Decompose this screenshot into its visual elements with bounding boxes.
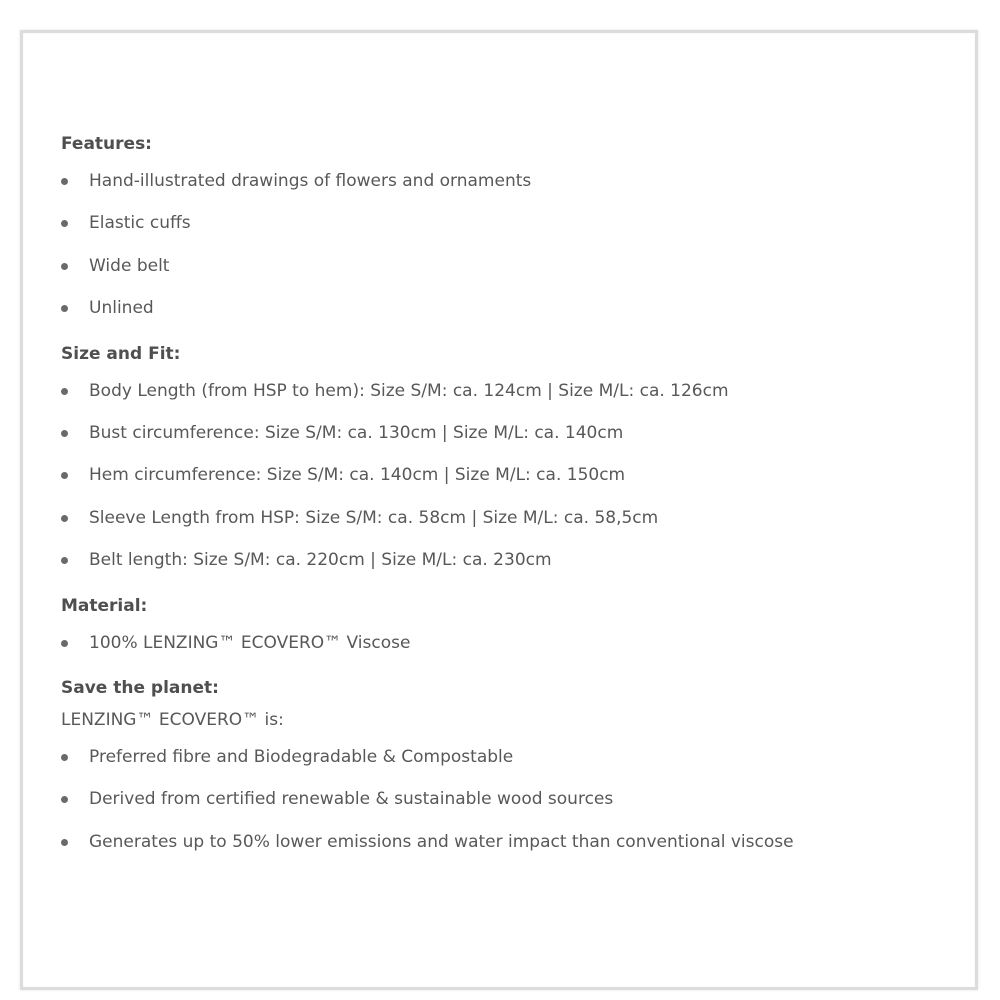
list-item-text: Hand-illustrated drawings of flowers and ornaments [89,171,532,191]
list-item-text: Preferred fibre and Biodegradable & Compostable [89,746,514,767]
size-and-fit-heading: Size and Fit: [61,343,181,364]
bullet-icon [61,430,68,437]
list-item [61,160,961,202]
list-item [61,736,961,778]
list-item-text: Body Length (from HSP to hem): Size S/M: ca. 124cm | Size M/L: ca. 126cm [89,380,729,401]
list-item [61,622,961,664]
bullet-icon [61,754,68,761]
bullet-icon [61,472,68,479]
list-item-text: Unlined [89,298,154,319]
bullet-icon [61,796,68,803]
size-and-fit-list [61,370,961,582]
bullet-icon [61,220,68,227]
save-the-planet-intro: LENZING™ ECOVERO™ is: [61,709,284,730]
bullet-icon [61,515,68,522]
list-item-text: Derived from certified renewable & sustainable wood sources [89,789,614,810]
list-item-text: Bust circumference: Size S/M: ca. 130cm | Size M/L: ca. 140cm [89,422,624,443]
list-item [61,370,961,412]
bullet-icon [61,388,68,395]
material-heading: Material: [61,595,148,616]
save-the-planet-heading: Save the planet: [61,677,219,698]
list-item-text: Sleeve Length from HSP: Size S/M: ca. 58cm | Size M/L: ca. 58,5cm [89,507,659,528]
bullet-icon [61,305,68,312]
bullet-icon [61,557,68,564]
list-item-text: Wide belt [89,255,170,276]
save-the-planet-list [61,736,961,863]
features-list [61,160,961,330]
list-item [61,412,961,454]
list-item [61,821,961,863]
list-item [61,245,961,287]
list-item-text: Hem circumference: Size S/M: ca. 140cm | Size M/L: ca. 150cm [89,465,626,486]
bullet-icon [61,839,68,846]
list-item [61,497,961,539]
list-item [61,454,961,496]
list-item-text: 100% LENZING™ ECOVERO™ Viscose [89,632,411,653]
list-item [61,778,961,820]
list-item [61,287,961,329]
features-heading: Features: [61,134,152,154]
bullet-icon [61,178,68,185]
list-item [61,202,961,244]
bullet-icon [61,640,68,647]
list-item-text: Elastic cuffs [89,213,191,234]
material-list [61,622,961,664]
list-item-text: Belt length: Size S/M: ca. 220cm | Size M/L: ca. 230cm [89,550,552,571]
list-item [61,539,961,581]
list-item-text: Generates up to 50% lower emissions and water impact than conventional viscose [89,831,794,852]
bullet-icon [61,263,68,270]
product-description-content [61,128,961,871]
